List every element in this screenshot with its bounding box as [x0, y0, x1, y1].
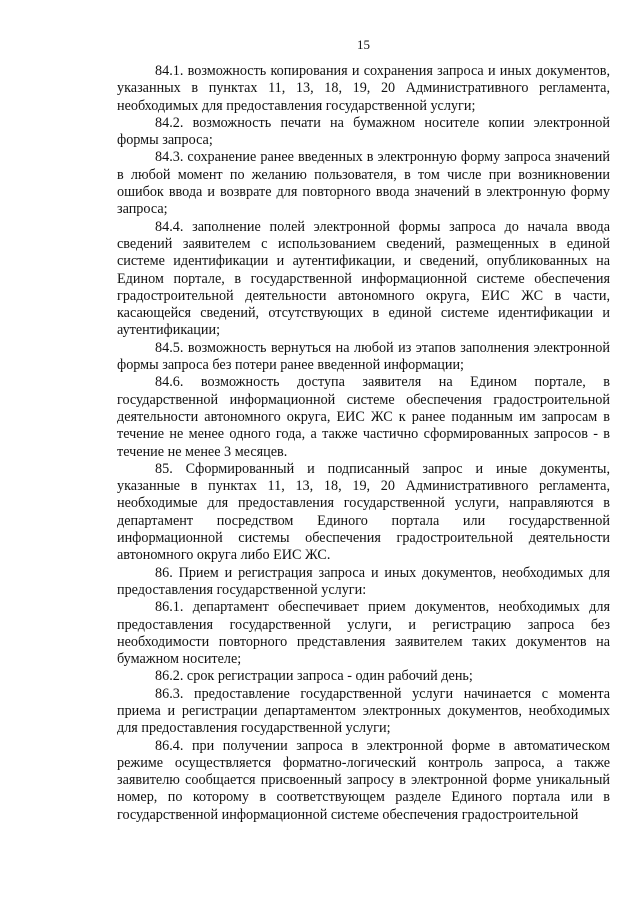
paragraph-84-1: 84.1. возможность копирования и сохранения запроса и иных документов, указанных в пунктах 11, 13, 18, 19, 20 Административного регламента, необходимых для предоставления государственной услуги; — [117, 63, 610, 114]
paragraph-85: 85. Сформированный и подписанный запрос и иные документы, указанные в пунктах 11, 13, 18, 19, 20 Административного регламента, необходимые для предоставления государственной услуги, направляются в департамент посредством Единого портала или государственной информационной системы обеспечения градостроительной деятельности автономного округа либо ЕИС ЖС. — [117, 460, 610, 564]
paragraph-86: 86. Прием и регистрация запроса и иных документов, необходимых для предоставления государственной услуги: — [117, 564, 610, 598]
paragraph-86-3: 86.3. предоставление государственной услуги начинается с момента приема и регистрации департаментом электронных документов, необходимых для предоставления государственной услуги; — [117, 685, 610, 737]
page-number: 15 — [357, 37, 370, 52]
paragraph-84-5: 84.5. возможность вернуться на любой из этапов заполнения электронной формы запроса без потери ранее введенной информации; — [117, 339, 610, 374]
paragraph-84-4: 84.4. заполнение полей электронной формы запроса до начала ввода сведений заявителем с использованием сведений, размещенных в единой системе идентификации и аутентификации, и сведений, опубликованных на Едином портале, в государственной информационной системе обеспечения градостроительной деятельности автономного округа, ЕИС ЖС в части, касающейся сведений, отсутствующих в единой системе идентификации и аутентификации; — [117, 218, 610, 339]
paragraph-86-1: 86.1. департамент обеспечивает прием документов, необходимых для предоставления государственной услуги, и регистрацию запроса без необходимости повторного представления заявителем таких документов на бумажном носителе; — [117, 599, 610, 668]
paragraph-86-4: 86.4. при получении запроса в электронной форме в автоматическом режиме осуществляется форматно-логический контроль запроса, а также заявителю сообщается присвоенный запросу в электронной форме уникальный номер, по которому в соответствующем разделе Единого портала или в государственной информационной системе обеспечения градостроительной — [117, 737, 610, 823]
document-body — [117, 63, 610, 824]
paragraph-86-2: 86.2. срок регистрации запроса - один рабочий день; — [155, 668, 473, 685]
paragraph-84-6: 84.6. возможность доступа заявителя на Едином портале, в государственной информационной системе обеспечения градостроительной деятельности автономного округа, ЕИС ЖС к ранее поданным им запросам в течение не менее одного года, а также частично сформированных запросов - в течение не менее 3 месяцев. — [117, 374, 610, 460]
paragraph-84-3: 84.3. сохранение ранее введенных в электронную форму запроса значений в любой момент по желанию пользователя, в том числе при возникновении ошибок ввода и возврате для повторного ввода значений в электронную форму запроса; — [117, 149, 610, 218]
paragraph-84-2: 84.2. возможность печати на бумажном носителе копии электронной формы запроса; — [117, 114, 610, 149]
